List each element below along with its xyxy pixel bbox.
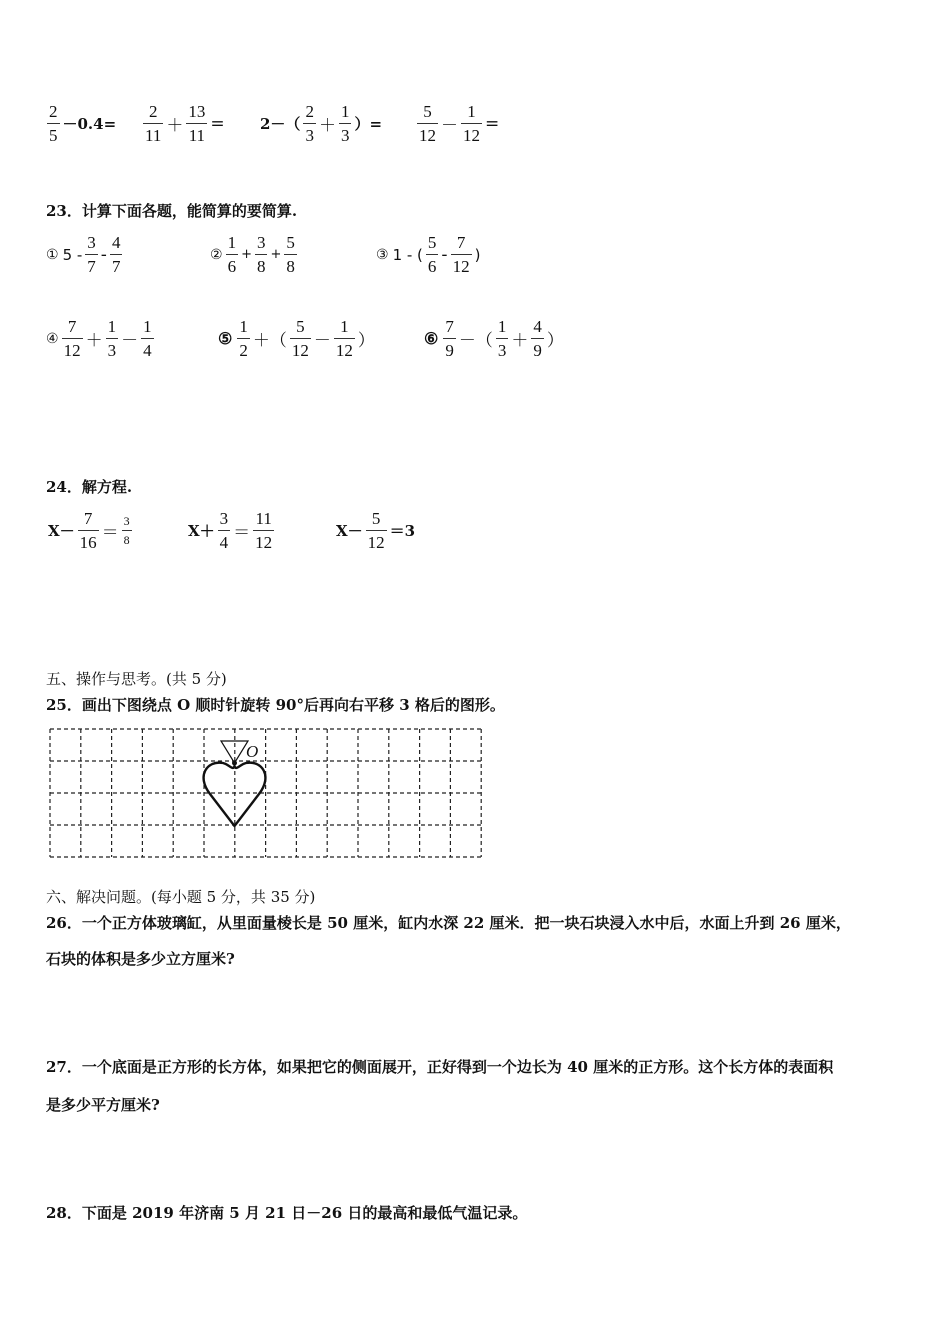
rotation-grid-figure [46,726,486,864]
section-5-title: 五、操作与思考。(共 5 分) [46,670,227,688]
q24-equation-3: X－ $\frac{5}{12}$ ＝3 [336,509,416,552]
question-25-text: 25．画出下图绕点 O 顺时针旋转 90°后再向右平移 3 格后的图形。 [46,696,505,714]
q23-part5: ⑤ $\frac{1}{2}$ ＋（ $\frac{5}{12}$ － $\frac{1}{12}$ ） [218,317,375,360]
fraction: $\frac{5}{12}$ [419,102,436,145]
question-27-line-1: 27．一个底面是正方形的长方体，如果把它的侧面展开，正好得到一个边长为 40 厘米的正方形。这个长方体的表面积 [46,1058,834,1076]
dashed-grid [50,729,481,857]
q24-equation-1: X－ $\frac{7}{16}$ ＝ $\frac{3}{8}$ [48,509,130,552]
expr-row22-1: $\frac{2}{5}$ －0.4= [49,102,117,145]
question-27-line-2: 是多少平方厘米? [46,1096,160,1114]
q24-equation-2: X＋ $\frac{3}{4}$ ＝ $\frac{11}{12}$ [188,509,273,552]
q23-part2: ② $\frac{1}{6}$ + $\frac{3}{8}$ + $\frac{5}{8}$ [210,233,295,276]
fraction: $\frac{2}{5}$ [49,102,58,145]
question-26-line-1: 26．一个正方体玻璃缸，从里面量棱长是 50 厘米，缸内水深 22 厘米．把一块石块浸入水中后，水面上升到 26 厘米， [46,914,851,932]
q23-part1: ① 5 - $\frac{3}{7}$ - $\frac{4}{7}$ [46,233,121,276]
fraction: $\frac{13}{11}$ [188,102,206,145]
q23-part6: ⑥ $\frac{7}{9}$ －（ $\frac{1}{3}$ ＋ $\frac{4}{9}$ ） [424,317,564,360]
expr-row22-2: $\frac{2}{11}$ ＋ $\frac{13}{11}$ = [145,102,225,145]
section-6-title: 六、解决问题。(每小题 5 分，共 35 分) [46,888,316,906]
question-28-text: 28．下面是 2019 年济南 5 月 21 日－26 日的最高和最低气温记录。 [46,1204,528,1222]
fraction: $\frac{2}{3}$ [305,102,314,145]
expr-row22-4: $\frac{5}{12}$ － $\frac{1}{12}$ = [419,102,500,145]
fraction: $\frac{2}{11}$ [145,102,162,145]
question-26-line-2: 石块的体积是多少立方厘米? [46,950,235,968]
question-23-title: 23．计算下面各题，能简算的要简算. [46,202,298,220]
fraction: $\frac{1}{12}$ [463,102,480,145]
question-24-title: 24．解方程. [46,478,133,496]
q23-part3: ③ 1 - ( $\frac{5}{6}$ - $\frac{7}{12}$ ) [376,233,481,276]
expr-row22-3: 2－（ $\frac{2}{3}$ ＋ $\frac{1}{3}$ ）= [260,102,383,145]
point-o-label: O [246,742,259,761]
fraction: $\frac{1}{3}$ [340,102,350,145]
q23-part4: ④ $\frac{7}{12}$ ＋ $\frac{1}{3}$ － $\frac{1}{4}$ [46,317,152,360]
